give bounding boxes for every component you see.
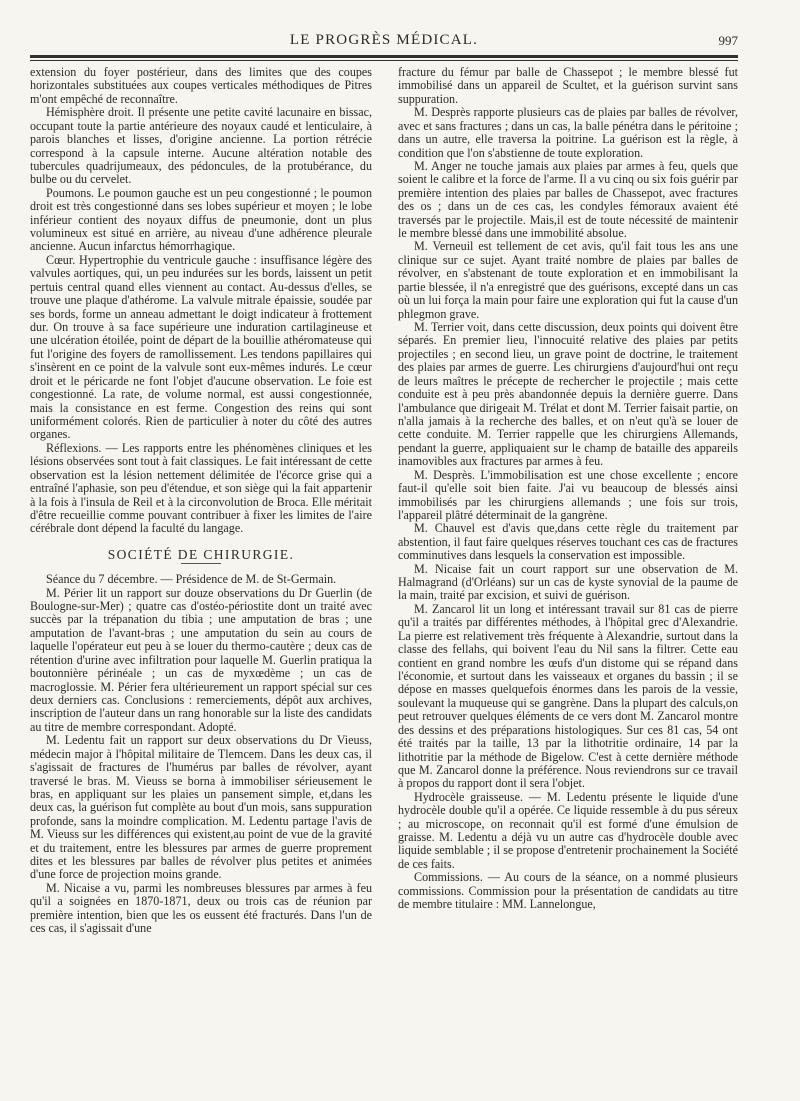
paragraph: M. Desprès. L'immobilisation est une chose excellente ; encore faut-il qu'elle soit bien faite. J'ai vu beaucoup de blessés ainsi immobilisés par les chirurgiens allemands ; une fois sur trois, l'appareil plâtré déterminait de la gangrène. bbox=[398, 467, 738, 522]
paragraph: Réflexions. — Les rapports entre les phénomènes cliniques et les lésions observées sont tout à fait classiques. Le fait intéressant de cette observation est la lésion nettement délimitée de l'écorce grise qui a entraîné l'aphasie, son peu d'étendue, et son siège qui la fait appartenir à la fois à l'insula de Reil et à la circonvolution de Broca. Elle méritait d'être recueillie comme pouvant contribuer à fixer les limites de l'aire cérébrale dont dépend la faculté du langage. bbox=[30, 440, 372, 536]
header-rule-thin bbox=[30, 60, 738, 61]
paragraph: M. Chauvel est d'avis que,dans cette règle du traitement par abstention, il faut faire quelques réserves touchant ces cas de fractures comminutives dans lesquels la conservation est impossible. bbox=[398, 521, 738, 563]
paragraph: M. Anger ne touche jamais aux plaies par armes à feu, quels que soient le calibre et la force de l'arme. Il a vu cinq ou six fois guérir par première intention des plaies par balles de Chassepot, avec fractures des os ; dans un de ces cas, les condyles fémoraux avaient été traversés par le projectile. Mais,il est de toute nécessité de maintenir le membre blessé dans une immobilité absolue. bbox=[398, 158, 738, 241]
paragraph: Hémisphère droit. Il présente une petite cavité lacunaire en bissac, occupant toute la partie antérieure des noyaux caudé et lenticulaire, à parois blanches et lisses, d'origine ancienne. La portion rétrécie correspond à la capsule interne. Aucune altération notable des tubercules quadrijumeaux, des pédoncules, de la protubérance, du bulbe ou du cervelet. bbox=[30, 105, 372, 187]
paragraph: M. Ledentu fait un rapport sur deux observations du Dr Vieuss, médecin major à l'hôpital militaire de Tlemcem. Dans les deux cas, il s'agissait de fractures de l'humérus par balles de révolver, ayant traversé le bras. M. Vieuss se borna à immobiliser sérieusement le bras, en appliquant sur les plaies un pansement simple, et,dans les deux cas, la guérison fut complète au bout d'un mois, sans suppuration profonde, sans la moindre complication. M. Ledentu partage l'avis de M. Vieuss sur les différences qui existent,au point de vue de la gravité et du traitement, entre les blessures par armes de guerre proprement dites et les blessures par balles de révolver plus petites et animées d'une force de projection moins grande. bbox=[30, 733, 372, 882]
paragraph: M. Périer lit un rapport sur douze observations du Dr Guerlin (de Boulogne-sur-Mer) ; quatre cas d'ostéo-périostite dont un traité avec succès par la trépanation du tibia ; une amputation de bras ; une amputation de l'avant-bras ; une amputation du sein au cours de laquelle l'opérateur eut peu à se louer du thermo-cautère ; deux cas de rétention d'urine avec infiltration pour laquelle M. Guerlin pratiqua la boutonnière périnéale ; un cas de myxœdème ; un cas de macroglossie. M. Périer fera ultérieurement un rapport spécial sur ces deux derniers cas. Conclusions : remerciements, dépôt aux archives, inscription de l'auteur dans un rang honorable sur la liste des candidats au titre de membre correspondant. Adopté. bbox=[30, 585, 372, 734]
paragraph: Poumons. Le poumon gauche est un peu congestionné ; le poumon droit est très congestionné dans ses lobes supérieur et moyen ; le lobe inférieur contient des noyaux diffus de pneumonie, dont un plus volumineux est situé en arrière, au niveau d'une adhérence pleurale ancienne. Aucun infarctus hémorrhagique. bbox=[30, 185, 372, 254]
right-column bbox=[398, 66, 738, 1086]
paragraph: M. Zancarol lit un long et intéressant travail sur 81 cas de pierre qu'il a traités par différentes méthodes, à l'hôpital grec d'Alexandrie. La pierre est relativement très fréquente à Alexandrie, surtout dans la classe des fellahs, qui boivent l'eau du Nil sans la filtrer. Cette eau contient en grand nombre les œufs d'un distome qui se répand dans l'économie, et surtout dans les vaisseaux et organes du bassin ; il se dépose en masses quelquefois énormes dans les parois de la vessie, soulevant la muqueuse qui se gangrène. Dans la plupart des calculs,on peut retrouver quelques éléments de ce vers dont M. Zancarol montre des dessins et des préparations histologiques. Sur ces 81 cas, 54 ont été traités par la taille, 13 par la lithotritie ordinaire, 14 par la lithotritie par la méthode de Bigelow. C'est à cette dernière méthode que M. Zancarol donne la préférence. Nous reviendrons sur ce travail à propos du rapport dont il sera l'objet. bbox=[398, 601, 738, 791]
page-number: 997 bbox=[718, 33, 738, 48]
paragraph: M. Desprès rapporte plusieurs cas de plaies par balles de révolver, avec et sans fractures ; dans un cas, la balle pénétra dans le péritoine ; dans un autre, elle traversa la poitrine. La guérison est la règle, à condition que l'on s'abstienne de toute exploration. bbox=[398, 105, 738, 160]
paragraph: M. Terrier voit, dans cette discussion, deux points qui doivent être séparés. En premier lieu, l'innocuité relative des plaies par petits projectiles ; en second lieu, un grave point de doctrine, le traitement des plaies par armes de guerre. Les chirurgiens d'aujourd'hui ont reçu de leurs maîtres le précepte de rechercher le projectile ; mais cette conduite est à peu près abandonnée depuis la dernière guerre. Dans l'ambulance que dirigeait M. Trélat et dont M. Terrier faisait partie, on n'alla jamais à la recherche des balles, et on n'eut qu'à se louer de cette conduite. M. Terrier rappelle que les chirurgiens Allemands, pendant la guerre, appliquaient sur le champ de bataille des appareils inamovibles aux fractures par armes à feu. bbox=[398, 320, 738, 469]
running-title: LE PROGRÈS MÉDICAL. bbox=[289, 32, 479, 48]
paragraph: M. Nicaise a vu, parmi les nombreuses blessures par armes à feu qu'il a soignées en 1870-1871, deux ou trois cas de réunion par première intention, bien que les os eussent été fracturés. Dans l'un de ces cas, il s'agissait d'une bbox=[30, 880, 372, 936]
paragraph: Commissions. — Au cours de la séance, on a nommé plusieurs commissions. Commission pour la présentation de candidats au titre de membre titulaire : MM. Lannelongue, bbox=[398, 870, 738, 912]
paragraph: Cœur. Hypertrophie du ventricule gauche : insuffisance légère des valvules aortiques, qui, un peu indurées sur les bords, laissent un petit pertuis central quand elles viennent au contact. Au-dessus d'elles, se trouve une plaque d'athérome. La valvule mitrale épaissie, soudée par ses bords, forme un anneau admettant le doigt indicateur à frottement dur. On trouve à sa face supérieure une induration cartilagineuse et une ulcération étoilée, point de départ de la bouillie athéromateuse qui fut l'origine des foyers de ramollissement. Les tendons papillaires qui s'insèrent en ce point de la valvule sont eux-mêmes indurés. Le cœur droit et le péricarde ne font l'objet d'aucune observation. Le foie est congestionné. La rate, de volume normal, est aussi congestionnée, mais la consistance en est ferme. Congestion des reins qui sont uniformément colorés. Rien de particulier à noter du côté des autres organes. bbox=[30, 252, 372, 442]
header-rule-thick bbox=[30, 55, 738, 58]
paragraph: Hydrocèle graisseuse. — M. Ledentu présente le liquide d'une hydrocèle double qu'il a opérée. Ce liquide ressemble à du pus séreux ; au microscope, on reconnait qu'il est formé d'une émulsion de graisse. M. Ledentu a déjà vu un autre cas d'hydrocèle double avec liquide semblable ; il se propose d'entretenir prochainement la Société de ces faits. bbox=[398, 789, 738, 871]
section-title: SOCIÉTÉ DE CHIRURGIE. bbox=[107, 546, 295, 562]
session-heading: Séance du 7 décembre. — Présidence de M. de St-Germain. bbox=[46, 572, 337, 587]
paragraph: M. Verneuil est tellement de cet avis, qu'il fait tous les ans une clinique sur ce sujet. Ayant traité nombre de plaies par balles de révolver, en s'abstenant de toute exploration et en immobilisant la partie blessée, il n'a enregistré que des guérisons, excepté dans un cas où un lui força la main pour faire une exploration qui fut la cause d'un phlegmon grave. bbox=[398, 239, 738, 321]
paragraph: M. Nicaise fait un court rapport sur une observation de M. Halmagrand (d'Orléans) sur un cas de kyste synovial de la paume de la main, traité par excision, et suivi de guérison. bbox=[398, 561, 738, 603]
page-header bbox=[30, 32, 738, 54]
section-divider bbox=[181, 563, 221, 564]
paragraph: fracture du fémur par balle de Chassepot ; le membre blessé fut immobilisé dans un appareil de Scultet, et la guérison survint sans suppuration. bbox=[398, 66, 738, 106]
left-column bbox=[30, 66, 372, 1086]
paragraph: extension du foyer postérieur, dans des limites que des coupes horizontales substituées aux coupes verticales méthodiques de Pitres m'ont empêché de reconnaître. bbox=[30, 66, 372, 106]
